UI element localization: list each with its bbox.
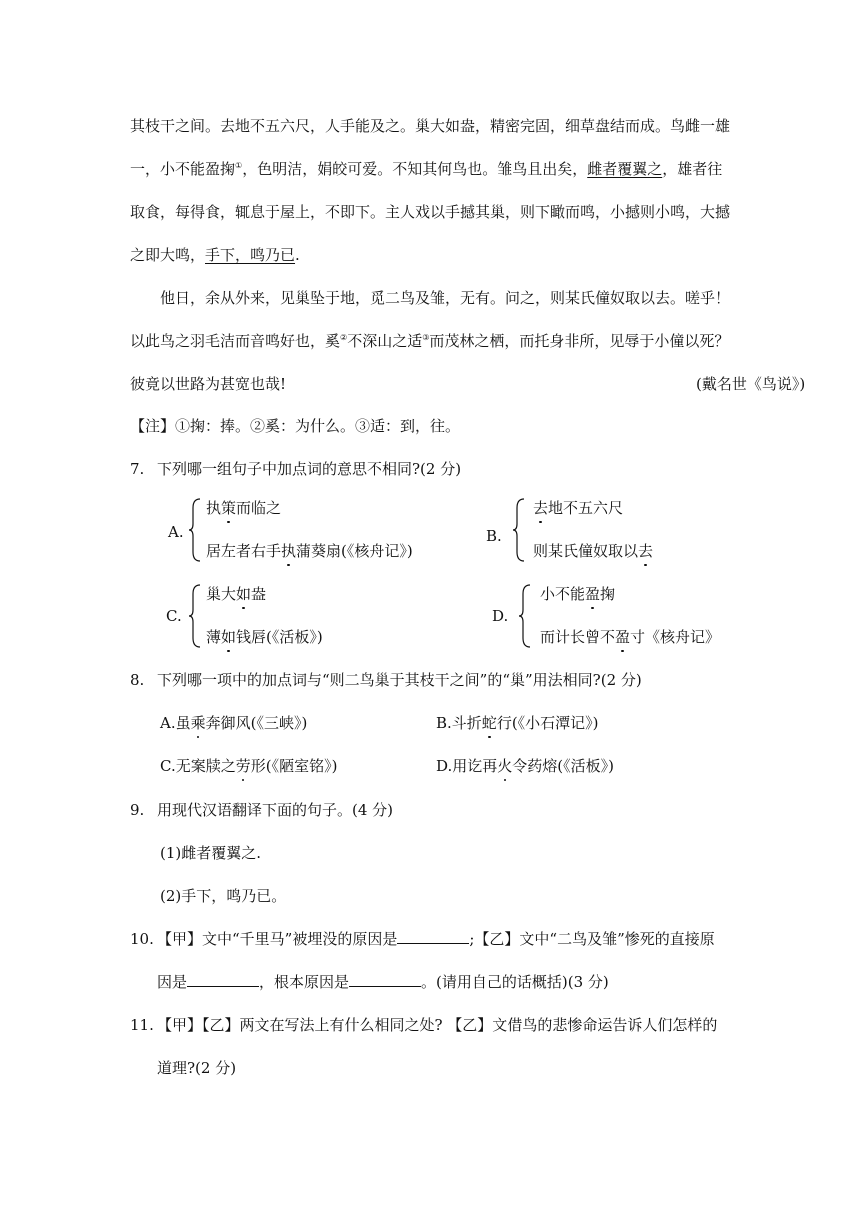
passage-text: ，色明洁，娟皎可爱。不知其何鸟也。雏鸟且出矣， — [242, 160, 588, 178]
sentence-text: 执 — [206, 499, 222, 517]
q8-option-c — [160, 756, 337, 776]
passage-text: 其枝干之间。去地不五六尺，人手能及之。巢大如盎，精密完固，细草盘结而成。鸟雌一雄 — [130, 117, 731, 135]
passage-text: 他日，余从外来，见巢坠于地，觅二鸟及雏，无有。问之，则某氏僮奴取以去。嗟乎！ — [160, 289, 731, 307]
underlined-phrase: 雌者覆翼之 — [587, 160, 663, 178]
option-a-sentence-1 — [206, 498, 281, 518]
dotted-word: 乘 — [190, 714, 206, 732]
sentence-text: 则某氏僮奴取以 — [533, 542, 639, 560]
option-text: B.斗折 — [436, 714, 482, 732]
passage-text: . — [295, 246, 300, 264]
sentence-text: 地不五六尺 — [548, 499, 624, 517]
passage-line — [130, 331, 730, 351]
question-9 — [130, 800, 730, 820]
passage-text: 不深山之适 — [347, 332, 423, 350]
question-8 — [130, 670, 730, 690]
sentence-text: 薄 — [206, 628, 222, 646]
question-11-continued: 道理?(2 分) — [157, 1059, 237, 1077]
dotted-word: 盈 — [615, 628, 631, 646]
option-c-sentence-1 — [206, 584, 266, 604]
question-10 — [130, 929, 730, 949]
option-d-label: D. — [492, 607, 509, 625]
option-c-sentence-2 — [206, 627, 323, 647]
q9-sentence-1: (1)雌者覆翼之. — [160, 844, 262, 862]
passage-text: 之即大鸣， — [130, 246, 206, 264]
option-b-label: B. — [486, 527, 502, 545]
passage-text: 取食，每得食，辄息于屋上，不即下。主人戏以手撼其巢，则下瞰而鸣，小撼则小鸣，大撼 — [130, 203, 731, 221]
option-d-sentence-1 — [540, 584, 615, 604]
brace-icon — [188, 498, 202, 562]
q8-option-d — [436, 756, 614, 776]
stem-text: 因是 — [157, 973, 188, 991]
q8-option-b — [436, 713, 599, 733]
passage-text: 彼竟以世路为甚宽也哉! — [130, 375, 287, 393]
sentence-text: 居左者右手 — [206, 542, 282, 560]
option-text: 奔御风(《三峡》) — [205, 714, 308, 732]
sentence-text: 钱唇(《活板》) — [236, 628, 323, 646]
answer-blank[interactable] — [349, 972, 421, 987]
sentence-text: 掬 — [600, 585, 616, 603]
question-number: 7. — [130, 460, 145, 478]
question-number: 8. — [130, 671, 145, 689]
sentence-text: 而临之 — [236, 499, 282, 517]
dotted-word: 盈 — [585, 585, 601, 603]
option-text: D.用讫再 — [436, 757, 498, 775]
passage-text: 以此鸟之羽毛洁而音鸣好也，奚 — [130, 332, 341, 350]
dotted-word: 劳 — [235, 757, 251, 775]
passage-text: 一，小不能盈掬 — [130, 160, 236, 178]
sentence-text: 寸《核舟记》 — [630, 628, 721, 646]
option-text: C.无案牍之 — [160, 757, 236, 775]
dotted-word: 如 — [236, 585, 252, 603]
footnote-marker: ① — [235, 161, 243, 170]
question-number: 10. — [130, 930, 154, 948]
question-stem — [157, 929, 715, 949]
dotted-word: 如 — [221, 628, 237, 646]
passage-line — [130, 374, 806, 394]
underlined-phrase: 手下，鸣乃已 — [205, 246, 296, 264]
sentence-text: 巢大 — [206, 585, 237, 603]
option-c-label: C. — [166, 607, 182, 625]
stem-text: 【甲】文中“千里马”被埋没的原因是 — [157, 930, 398, 948]
option-text: 行(《小石潭记》) — [496, 714, 599, 732]
footnote-marker: ② — [340, 333, 348, 342]
passage-text: 而茂林之栖，而托身非所，见辱于小僮以死？ — [429, 332, 730, 350]
passage-line — [130, 202, 730, 222]
passage-line — [130, 245, 730, 265]
question-11 — [130, 1015, 730, 1035]
note-text: 【注】①掬：捧。②奚：为什么。③适：到，往。 — [130, 417, 461, 435]
stem-text: ;【乙】文中“二鸟及雏”惨死的直接原 — [469, 930, 715, 948]
answer-blank[interactable] — [397, 929, 469, 944]
sentence-text: 蒲葵扇(《核舟记》) — [296, 542, 413, 560]
dotted-word: 策 — [221, 499, 237, 517]
question-7 — [130, 459, 730, 479]
brace-icon — [188, 584, 202, 648]
question-stem: 下列哪一项中的加点词与“则二鸟巢于其枝干之间”的“巢”用法相同?(2 分) — [157, 671, 642, 689]
option-b-sentence-2 — [533, 541, 653, 561]
option-b-sentence-1 — [533, 498, 623, 518]
stem-text: 。(请用自己的话概括)(3 分) — [421, 973, 609, 991]
question-10-continued — [157, 972, 757, 992]
brace-icon — [518, 584, 532, 648]
option-text: A.虽 — [160, 714, 191, 732]
option-a-label: A. — [168, 523, 184, 541]
sentence-text: 小不能 — [540, 585, 586, 603]
passage-line — [130, 159, 730, 179]
question-stem: 【甲】【乙】两文在写法上有什么相同之处? 【乙】文借鸟的悲惨命运告诉人们怎样的 — [157, 1016, 718, 1034]
dotted-word: 火 — [497, 757, 513, 775]
option-text: 形(《陋室铭》) — [250, 757, 338, 775]
question-number: 9. — [130, 801, 145, 819]
option-a-sentence-2 — [206, 541, 413, 561]
footnote-marker: ③ — [422, 333, 430, 342]
sentence-text: 盎 — [251, 585, 267, 603]
stem-text: ，根本原因是 — [259, 973, 350, 991]
passage-line — [160, 288, 760, 308]
dotted-word: 蛇 — [481, 714, 497, 732]
answer-blank[interactable] — [187, 972, 259, 987]
q9-sentence-2: (2)手下，鸣乃已。 — [160, 887, 287, 905]
option-d-sentence-2 — [540, 627, 720, 647]
annotation-note — [130, 416, 730, 436]
passage-line — [130, 116, 730, 136]
sentence-text: 而计长曾不 — [540, 628, 616, 646]
passage-text: ，雄者往 — [662, 160, 723, 178]
question-stem: 下列哪一组句子中加点词的意思不相同?(2 分) — [157, 460, 462, 478]
question-number: 11. — [130, 1016, 154, 1034]
dotted-word: 去 — [638, 542, 654, 560]
passage-source: (戴名世《鸟说》) — [696, 375, 806, 393]
dotted-word: 执 — [281, 542, 297, 560]
option-text: 令药熔(《活板》) — [512, 757, 614, 775]
brace-icon — [512, 498, 526, 562]
question-stem: 用现代汉语翻译下面的句子。(4 分) — [157, 801, 394, 819]
dotted-word: 去 — [533, 499, 549, 517]
q8-option-a — [160, 713, 307, 733]
